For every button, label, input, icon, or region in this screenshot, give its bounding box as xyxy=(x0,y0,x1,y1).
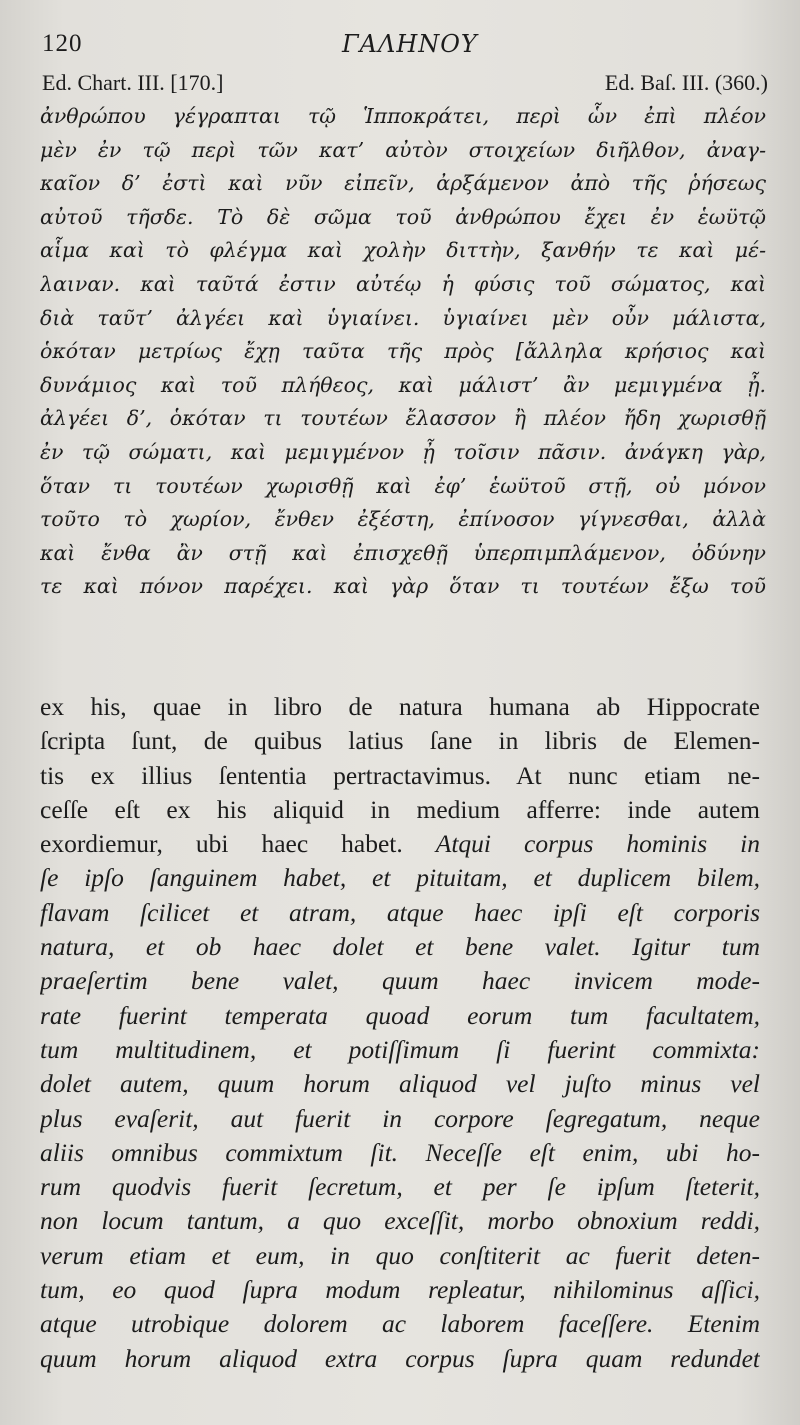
latin-line: ſe ipſo ſanguinem habet, et pituitam, et duplicem bilem, xyxy=(40,863,760,893)
edition-reference-left: Ed. Chart. III. [170.] xyxy=(42,70,224,95)
latin-line: aliis omnibus commixtum ſit. Neceſſe eſt enim, ubi ho- xyxy=(40,1137,760,1167)
greek-line: ὅταν τι τουτέων χωρισθῇ καὶ ἐφ’ ἑωϋτοῦ στῇ, οὐ μόνον xyxy=(40,473,766,498)
latin-line: praeſertim bene valet, quum haec invicem mode- xyxy=(40,966,760,996)
greek-line: τε καὶ πόνον παρέχει. καὶ γὰρ ὅταν τι τουτέων ἔξω τοῦ xyxy=(40,574,766,599)
latin-line: flavam ſcilicet et atram, atque haec ipſi eſt corporis xyxy=(40,897,760,927)
latin-line: quum horum aliquod extra corpus ſupra quam redundet xyxy=(40,1343,760,1373)
latin-italic-run: Atqui corpus hominis in xyxy=(435,829,760,859)
latin-line: ſcripta ſunt, de quibus latius ſane in libris de Elemen- xyxy=(40,726,760,756)
latin-line: tis ex illius ſententia pertractavimus. At nunc etiam ne- xyxy=(40,760,760,790)
latin-line: rum quodvis fuerit ſecretum, et per ſe ipſum ſteterit, xyxy=(40,1172,760,1202)
greek-line: τοῦτο τὸ χωρίον, ἔνθεν ἐξέστη, ἐπίνοσον γίγνεσθαι, ἀλλὰ xyxy=(40,507,766,532)
greek-line: δυνάμιος καὶ τοῦ πλήθεος, καὶ μάλιστ’ ἂν μεμιγμένα ᾖ. xyxy=(40,372,766,397)
latin-line: tum multitudinem, et potiſſimum ſi fuerint commixta: xyxy=(40,1034,760,1064)
greek-text-block xyxy=(40,100,766,604)
running-title: ΓΑΛΗΝΟΥ xyxy=(342,30,478,58)
latin-line: non locum tantum, a quo exceſſit, morbo obnoxium reddi, xyxy=(40,1206,760,1236)
latin-line: dolet autem, quum horum aliquod vel juſto minus vel xyxy=(40,1069,760,1099)
greek-line: αἷμα καὶ τὸ φλέγμα καὶ χολὴν διττὴν, ξανθήν τε καὶ μέ- xyxy=(40,238,766,263)
latin-line: atque utrobique dolorem ac laborem faceſſere. Etenim xyxy=(40,1309,760,1339)
greek-line: καῖον δ’ ἐστὶ καὶ νῦν εἰπεῖν, ἀρξάμενον ἀπὸ τῆς ῥήσεως xyxy=(40,171,766,196)
latin-line: rate fuerint temperata quoad eorum tum facultatem, xyxy=(40,1000,760,1030)
latin-line: ex his, quae in libro de natura humana ab Hippocrate xyxy=(40,692,760,721)
greek-line: ὁκόταν μετρίως ἔχῃ ταῦτα τῆς πρὸς [ἄλληλα κρήσιος καὶ xyxy=(40,339,766,364)
greek-line: διὰ ταῦτ’ ἀλγέει καὶ ὑγιαίνει. ὑγιαίνει μὲν οὖν μάλιστα, xyxy=(40,305,766,330)
greek-line: λαιναν. καὶ ταῦτά ἐστιν αὐτέῳ ἡ φύσις τοῦ σώματος, καὶ xyxy=(40,271,766,296)
latin-line-mixed xyxy=(40,827,760,861)
edition-reference-line xyxy=(42,70,768,100)
latin-line: tum, eo quod ſupra modum repleatur, nihilominus aſſici, xyxy=(40,1275,760,1305)
latin-roman-run: exordiemur, ubi haec habet. xyxy=(40,829,403,859)
latin-line: natura, et ob haec dolet et bene valet. Igitur tum xyxy=(40,932,760,962)
edition-reference-right: Ed. Baſ. III. (360.) xyxy=(604,70,768,95)
greek-line: αὐτοῦ τῆσδε. Τὸ δὲ σῶμα τοῦ ἀνθρώπου ἔχει ἐν ἑωϋτῷ xyxy=(40,204,766,229)
latin-line: plus evaſerit, aut fuerit in corpore ſegregatum, neque xyxy=(40,1103,760,1133)
greek-line: ἀνθρώπου γέγραπται τῷ Ἱπποκράτει, περὶ ὧν ἐπὶ πλέον xyxy=(40,104,766,128)
greek-line: ἀλγέει δ’, ὁκόταν τι τουτέων ἔλασσον ἢ πλέον ἤδη χωρισθῇ xyxy=(40,406,766,431)
page-number: 120 xyxy=(42,30,83,57)
greek-line: μὲν ἐν τῷ περὶ τῶν κατ’ αὐτὸν στοιχείων διῆλθον, ἀναγ- xyxy=(40,137,766,162)
latin-line: verum etiam et eum, in quo conſtiterit ac fuerit deten- xyxy=(40,1240,760,1270)
running-head xyxy=(42,28,770,64)
greek-line: καὶ ἔνθα ἂν στῇ καὶ ἐπισχεθῇ ὑπερπιμπλάμενον, ὀδύνην xyxy=(40,540,766,565)
greek-line: ἐν τῷ σώματι, καὶ μεμιγμένον ᾖ τοῖσιν πᾶσιν. ἀνάγκη γὰρ, xyxy=(40,439,766,464)
latin-translation-block xyxy=(40,690,760,1376)
latin-line: ceſſe eſt ex his aliquid in medium afferre: inde autem xyxy=(40,794,760,824)
